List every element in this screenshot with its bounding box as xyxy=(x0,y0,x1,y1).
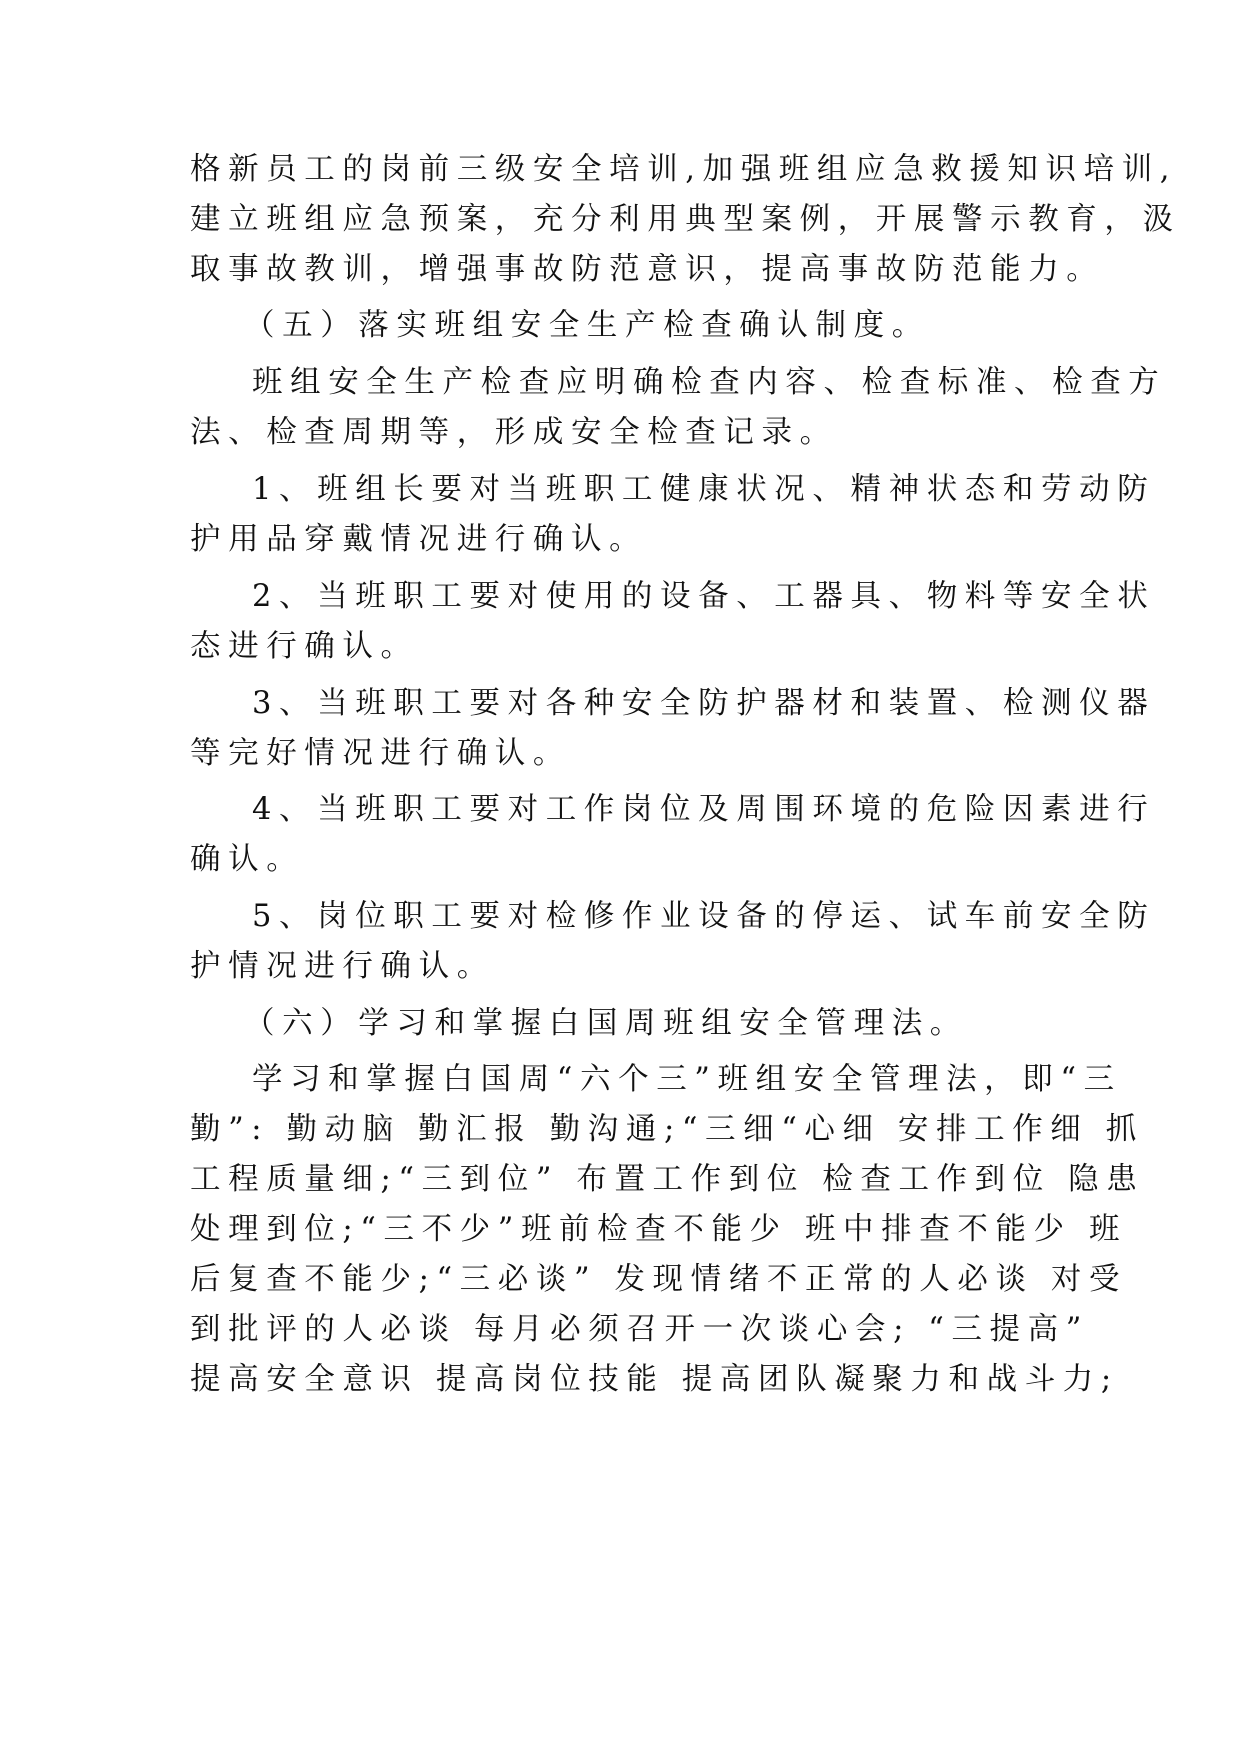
text-line: 2、当班职工要对使用的设备、工器具、物料等安全状 xyxy=(252,579,1156,614)
text-line: 后复查不能少;“三必谈” 发现情绪不正常的人必谈 对受 xyxy=(190,1262,1128,1297)
text-line: 提高安全意识 提高岗位技能 提高团队凝聚力和战斗力; xyxy=(190,1362,1119,1397)
text-line: 等完好情况进行确认。 xyxy=(190,736,571,771)
text-line: 到批评的人必谈 每月必须召开一次谈心会; “三提高” xyxy=(190,1312,1089,1347)
text-line: 护用品穿戴情况进行确认。 xyxy=(190,522,648,557)
text-line: 法、检查周期等，形成安全检查记录。 xyxy=(190,415,838,450)
text-line: 勤”: 勤动脑 勤汇报 勤沟通;“三细“心细 安排工作细 抓 xyxy=(190,1112,1144,1147)
text-line: 1、班组长要对当班职工健康状况、精神状态和劳动防 xyxy=(252,472,1156,507)
text-line: 3、当班职工要对各种安全防护器材和装置、检测仪器 xyxy=(252,686,1156,721)
text-line: 学习和掌握白国周“六个三”班组安全管理法，即“三 xyxy=(252,1062,1122,1097)
text-line: 建立班组应急预案，充分利用典型案例，开展警示教育，汲 xyxy=(190,202,1181,237)
text-line: 护情况进行确认。 xyxy=(190,949,495,984)
text-line: 5、岗位职工要对检修作业设备的停运、试车前安全防 xyxy=(252,899,1156,934)
section-heading: （六）学习和掌握白国周班组安全管理法。 xyxy=(244,1006,968,1041)
text-line: 格新员工的岗前三级安全培训,加强班组应急救援知识培训, xyxy=(190,152,1178,187)
section-heading: （五）落实班组安全生产检查确认制度。 xyxy=(244,308,930,343)
text-line: 工程质量细;“三到位” 布置工作到位 检查工作到位 隐患 xyxy=(190,1162,1145,1197)
text-line: 取事故教训，增强事故防范意识，提高事故防范能力。 xyxy=(190,252,1105,287)
text-line: 态进行确认。 xyxy=(190,629,419,664)
text-line: 班组安全生产检查应明确检查内容、检查标准、检查方 xyxy=(252,365,1167,400)
text-line: 确认。 xyxy=(190,842,305,877)
text-line: 4、当班职工要对工作岗位及周围环境的危险因素进行 xyxy=(252,792,1156,827)
text-line: 处理到位;“三不少”班前检查不能少 班中排查不能少 班 xyxy=(190,1212,1128,1247)
